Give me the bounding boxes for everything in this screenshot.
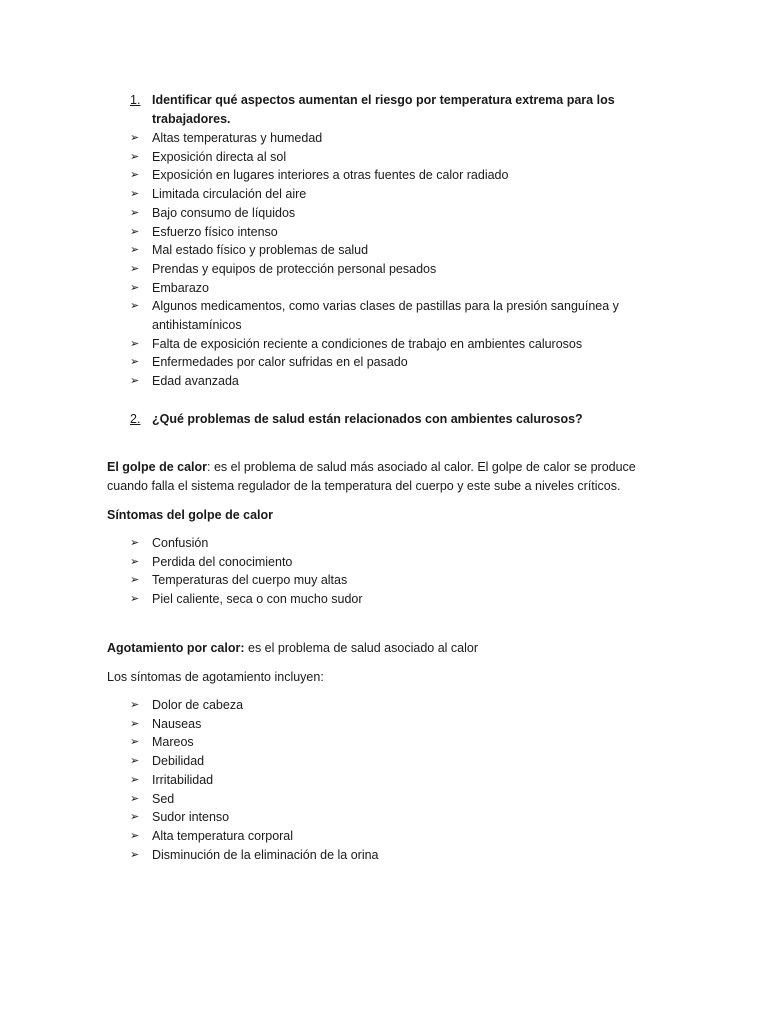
list-item [130,733,650,752]
section-2-heading [130,410,650,429]
golpe-de-calor-text: : es el problema de salud más asociado al calor. El golpe de calor se produce cuando falla el sistema regulador de la temperatura del cuerpo y este sube a niveles críticos. [107,460,636,493]
agotamiento-paragraph [107,639,652,658]
list-item [130,808,650,827]
list-item [130,241,650,260]
list-item [130,148,650,167]
list-item [130,553,650,572]
list-item [130,771,650,790]
arrowhead-bullet-icon: ➢ [130,356,140,369]
list-item-text: Bajo consumo de líquidos [152,205,296,220]
arrowhead-bullet-icon: ➢ [130,132,140,144]
list-item-text: Exposición directa al sol [152,149,287,164]
list-item-text: Piel caliente, seca o con mucho sudor [152,592,363,607]
arrowhead-bullet-icon: ➢ [130,169,140,182]
golpe-symptoms-title: Síntomas del golpe de calor [107,508,274,522]
section-1-title-line1: Identificar qué aspectos aumentan el riesgo por temperatura extrema para los [152,93,615,107]
list-item [130,571,650,590]
list-item [130,827,650,846]
list-item-text: Edad avanzada [152,374,239,389]
list-item [130,696,650,715]
list-item [130,297,650,334]
arrowhead-bullet-icon: ➢ [130,150,140,163]
arrowhead-bullet-icon: ➢ [130,262,140,275]
list-item-text: Prendas y equipos de protección personal pesados [152,261,437,276]
list-item-text: Sudor intenso [152,810,230,825]
list-item-text: Confusión [152,536,209,550]
arrowhead-bullet-icon: ➢ [130,755,140,768]
list-item-text: Temperaturas del cuerpo muy altas [152,573,348,588]
arrowhead-bullet-icon: ➢ [130,792,140,805]
list-item-text: Limitada circulación del aire [152,187,307,202]
section-1-title-line2: trabajadores. [152,112,231,126]
section-1-number: 1. [130,93,141,107]
list-item-text: Embarazo [152,280,209,295]
arrowhead-bullet-icon: ➢ [130,829,140,842]
list-item [130,590,650,609]
list-item [130,372,650,391]
list-item-text: Mal estado físico y problemas de salud [152,243,369,258]
list-item [130,353,650,372]
arrowhead-bullet-icon: ➢ [130,375,140,388]
arrowhead-bullet-icon: ➢ [130,281,140,294]
list-item [130,335,650,354]
list-item [130,260,650,279]
list-item-text: Nauseas [152,716,202,731]
list-item [130,715,650,734]
agotamiento-text: es el problema de salud asociado al calor [244,641,478,655]
list-item-text: Alta temperatura corporal [152,828,294,843]
list-item [130,752,650,771]
list-item [130,279,650,298]
list-item-text: Irritabilidad [152,772,214,787]
arrowhead-bullet-icon: ➢ [130,811,140,824]
list-item-text: Disminución de la eliminación de la orina [152,847,379,862]
list-item-text: Sed [152,791,175,806]
golpe-de-calor-paragraph [107,458,652,496]
golpe-symptoms-list [130,534,650,609]
list-item-text: Exposición en lugares interiores a otras fuentes de calor radiado [152,168,509,183]
arrowhead-bullet-icon: ➢ [130,848,140,861]
section-2-number: 2. [130,412,141,426]
list-item [130,185,650,204]
list-item-text: Falta de exposición reciente a condiciones de trabajo en ambientes calurosos [152,336,583,351]
list-item [130,166,650,185]
arrowhead-bullet-icon: ➢ [130,225,140,238]
list-item-text: Perdida del conocimiento [152,554,293,569]
list-item-text: Esfuerzo físico intenso [152,224,278,239]
arrowhead-bullet-icon: ➢ [130,574,140,587]
agotamiento-term: Agotamiento por calor: [107,641,245,655]
arrowhead-bullet-icon: ➢ [130,537,140,549]
list-item-text: Enfermedades por calor sufridas en el pasado [152,355,408,370]
arrowhead-bullet-icon: ➢ [130,593,140,606]
list-item [130,534,650,553]
golpe-de-calor-term: El golpe de calor [107,460,208,474]
arrowhead-bullet-icon: ➢ [130,773,140,786]
arrowhead-bullet-icon: ➢ [130,188,140,201]
arrowhead-bullet-icon: ➢ [130,699,140,711]
section-2-title: ¿Qué problemas de salud están relacionados con ambientes calurosos? [152,412,583,426]
agotamiento-symptoms-intro: Los síntomas de agotamiento incluyen: [107,670,324,684]
list-item-text: Debilidad [152,754,205,769]
arrowhead-bullet-icon: ➢ [130,555,140,568]
section-1-heading [130,91,650,129]
agotamiento-symptoms-list [130,696,650,864]
arrowhead-bullet-icon: ➢ [130,717,140,730]
arrowhead-bullet-icon: ➢ [130,337,140,350]
arrowhead-bullet-icon: ➢ [130,736,140,749]
arrowhead-bullet-icon: ➢ [130,244,140,257]
list-item [130,204,650,223]
list-item-text: Altas temperaturas y humedad [152,131,323,145]
list-item [130,129,650,148]
list-item-text: Algunos medicamentos, como varias clases de pastillas para la presión sanguínea y antihistamínicos [152,299,619,333]
list-item [130,846,650,865]
list-item [130,790,650,809]
arrowhead-bullet-icon: ➢ [130,300,140,313]
list-item [130,223,650,242]
risk-factors-list [130,129,650,391]
list-item-text: Mareos [152,735,194,750]
list-item-text: Dolor de cabeza [152,698,244,712]
arrowhead-bullet-icon: ➢ [130,206,140,219]
